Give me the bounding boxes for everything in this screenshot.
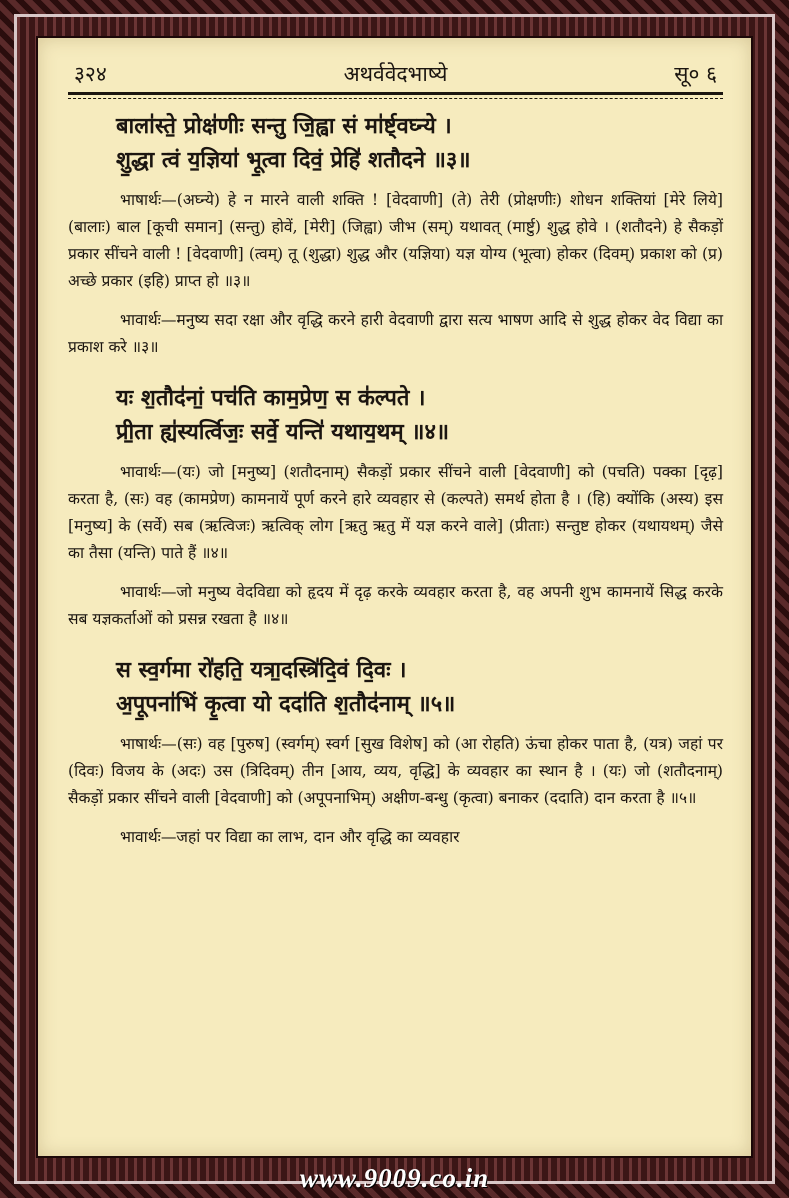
footer-band (38, 1156, 751, 1198)
bhashartha-paragraph: भाषार्थः—(सः) वह [पुरुष] (स्वर्गम्) स्वर्ग [सुख विशेष] को (आ रोहति) ऊंचा होकर पाता है, (यत्र) जहां पर (दिवः) विजय के (अदः) उस (त्रिदिवम्) तीन [आय, व्यय, वृद्धि] के व्यवहार का स्थान है । (यः) जो (शतौदनाम्) सैकड़ों प्रकार सींचने वाली [वेदवाणी] को (अपूपनाभिम्) अक्षीण-बन्धु (कृत्वा) बनाकर (ददाति) दान करता है ॥५॥ (68, 735, 723, 807)
book-title: अथर्ववेदभाष्ये (343, 62, 448, 86)
bhavartha-paragraph: भावार्थः—मनुष्य सदा रक्षा और वृद्धि करने हारी वेदवाणी द्वारा सत्य भाषण आदि से शुद्ध होकर वेद विद्या का प्रकाश करे ॥३॥ (68, 311, 723, 356)
verse-line: प्री॒ता ह्य॑स्यर्त्विजः॒ सर्वे॒ यन्ति॑ यथाय॒थम् ॥४॥ (116, 419, 450, 445)
bhashartha-paragraph: भाषार्थः—(अघ्न्ये) हे न मारने वाली शक्ति ! [वेदवाणी] (ते) तेरी (प्रोक्षणीः) शोधन शक्तियां [मेरे लिये] (बालाः) बाल [कूची समान] (सन्तु) होवें, [मेरी] (जिह्वा) जीभ (सम्) यथावत् (मार्ष्टु) शुद्ध होवे । (शतौदने) हे सैकड़ों प्रकार सींचने वाली ! [वेदवाणी] (त्वम्) तू (शुद्धा) शुद्ध और (यज्ञिया) यज्ञ योग्य (भूत्वा) होकर (दिवम्) प्रकाश को (प्र) अच्छे प्रकार (इहि) प्राप्त हो ॥३॥ (68, 191, 723, 290)
verse-5 (68, 653, 723, 721)
book-page (38, 38, 751, 1156)
running-header (68, 56, 723, 90)
verse-line: यः श॒तौद॑नां॒ पच॑ति काम॒प्रेण॒ स क॑ल्पते । (116, 385, 426, 411)
verse-line: स स्व॒र्गमा रो॑हति॒ यत्रा॒दस्त्रि॑दि॒वं दि॒वः । (116, 657, 407, 683)
page-number: ३२४ (74, 62, 107, 86)
bhashartha-paragraph: भावार्थः—(यः) जो [मनुष्य] (शतौदनाम्) सैकड़ों प्रकार सींचने वाली [वेदवाणी] को (पचति) पक्का [दृढ़] करता है, (सः) वह (कामप्रेण) कामनायें पूर्ण करने हारे व्यवहार से (कल्पते) समर्थ होता है । (हि) क्योंकि (अस्य) इस [मनुष्य] के (सर्वे) सब (ऋत्विजः) ऋत्विक् लोग [ऋतु ऋतु में यज्ञ करने वाले] (प्रीताः) सन्तुष्ट होकर (यथायथम्) जैसे का तैसा (यन्ति) पाते हैं ॥४॥ (68, 463, 723, 562)
verse-4 (68, 381, 723, 449)
header-rule (68, 92, 723, 95)
verse-line: अ॒पू॒पना॑भिं कृ॒त्वा यो ददा॑ति श॒तौद॑नाम् ॥५॥ (116, 691, 456, 717)
verse-line: बाला॑स्ते॒ प्रोक्ष॑णीः सन्तु जि॒ह्वा सं मा॑र्ष्ट्वघ्न्ये । (116, 113, 452, 139)
website-watermark: www.9009.co.in (299, 1163, 490, 1193)
verse-line: शु॒द्धा त्वं य॒ज्ञिया॑ भू॒त्वा दिवं॒ प्रेहि॑ शतौदने ॥३॥ (116, 147, 471, 173)
bhavartha-paragraph: भावार्थः—जो मनुष्य वेदविद्या को हृदय में दृढ़ करके व्यवहार करता है, वह अपनी शुभ कामनायें सिद्ध करके सब यज्ञकर्ताओं को प्रसन्न रखता है ॥४॥ (68, 583, 723, 628)
section-ref: सू० ६ (674, 62, 717, 86)
bhavartha-paragraph: भावार्थः—जहां पर विद्या का लाभ, दान और वृद्धि का व्यवहार (120, 828, 460, 846)
verse-3 (68, 109, 723, 177)
